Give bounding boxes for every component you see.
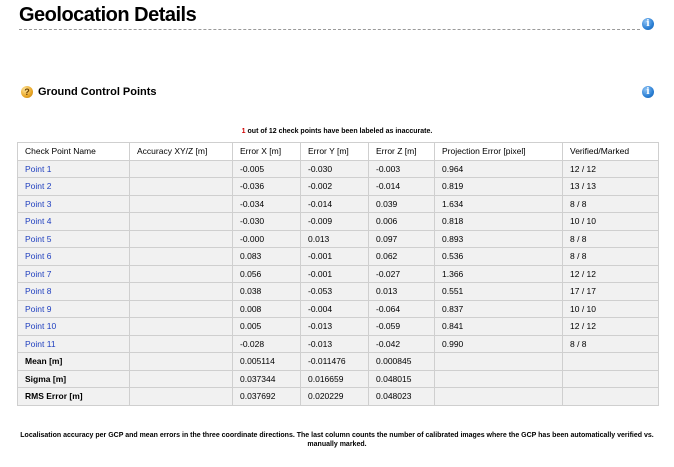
table-cell: -0.013	[301, 318, 369, 336]
stat-cell: 0.016659	[301, 370, 369, 388]
note-text: out of 12 check points have been labeled as inaccurate.	[245, 128, 433, 135]
gcp-table	[17, 142, 659, 406]
stat-label-cell: Mean [m]	[18, 353, 130, 371]
table-cell: 0.008	[233, 300, 301, 318]
table-cell: 8 / 8	[563, 195, 659, 213]
table-cell: 0.841	[435, 318, 563, 336]
table-cell	[130, 283, 233, 301]
stat-cell: 0.048015	[369, 370, 435, 388]
table-cell: 10 / 10	[563, 300, 659, 318]
table-cell: -0.002	[301, 178, 369, 196]
stats-row	[18, 353, 659, 371]
table-cell: 10 / 10	[563, 213, 659, 231]
table-cell	[130, 178, 233, 196]
stat-cell: 0.048023	[369, 388, 435, 406]
table-cell: -0.001	[301, 248, 369, 266]
table-cell: -0.004	[301, 300, 369, 318]
table-cell	[130, 335, 233, 353]
point-name-cell	[18, 230, 130, 248]
point-link[interactable]: Point 4	[25, 216, 52, 227]
table-cell: 8 / 8	[563, 248, 659, 266]
inaccurate-count: 1	[241, 128, 246, 135]
table-cell: 0.038	[233, 283, 301, 301]
table-cell	[130, 195, 233, 213]
table-cell: 13 / 13	[563, 178, 659, 196]
table-header-row	[18, 143, 659, 161]
title-divider	[19, 29, 640, 30]
column-header: Verified/Marked	[563, 143, 659, 161]
table-cell: 1.634	[435, 195, 563, 213]
stat-cell	[563, 388, 659, 406]
table-cell: 12 / 12	[563, 318, 659, 336]
table-cell: 0.893	[435, 230, 563, 248]
table-row	[18, 283, 659, 301]
table-cell: 0.990	[435, 335, 563, 353]
stats-row	[18, 370, 659, 388]
stat-label-cell: Sigma [m]	[18, 370, 130, 388]
table-cell	[130, 300, 233, 318]
table-row	[18, 335, 659, 353]
point-link[interactable]: Point 6	[25, 251, 52, 262]
help-icon: ?	[21, 86, 33, 98]
table-row	[18, 230, 659, 248]
table-cell	[130, 213, 233, 231]
stat-label-cell: RMS Error [m]	[18, 388, 130, 406]
stat-cell	[435, 353, 563, 371]
table-row	[18, 178, 659, 196]
stat-cell	[130, 388, 233, 406]
table-cell: -0.005	[233, 160, 301, 178]
point-name-cell	[18, 335, 130, 353]
point-name-cell	[18, 160, 130, 178]
table-cell: 0.006	[369, 213, 435, 231]
table-cell: -0.034	[233, 195, 301, 213]
stats-row	[18, 388, 659, 406]
point-link[interactable]: Point 10	[25, 321, 57, 332]
column-header: Accuracy XY/Z [m]	[130, 143, 233, 161]
table-cell: -0.013	[301, 335, 369, 353]
info-icon[interactable]: i	[642, 18, 654, 30]
table-cell: 0.837	[435, 300, 563, 318]
table-cell: -0.001	[301, 265, 369, 283]
point-name-cell	[18, 195, 130, 213]
point-link[interactable]: Point 7	[25, 268, 52, 279]
table-cell: 8 / 8	[563, 230, 659, 248]
table-cell: -0.009	[301, 213, 369, 231]
table-row	[18, 265, 659, 283]
stat-cell: 0.037692	[233, 388, 301, 406]
point-name-cell	[18, 300, 130, 318]
inaccurate-points-note	[0, 128, 674, 135]
stat-cell: 0.037344	[233, 370, 301, 388]
table-cell: 0.039	[369, 195, 435, 213]
page-title: Geolocation Details	[19, 4, 197, 26]
table-cell	[130, 318, 233, 336]
column-header: Error Z [m]	[369, 143, 435, 161]
table-cell: -0.030	[301, 160, 369, 178]
table-cell: -0.000	[233, 230, 301, 248]
table-cell: -0.028	[233, 335, 301, 353]
table-cell: 0.062	[369, 248, 435, 266]
table-cell: 0.013	[369, 283, 435, 301]
stat-cell	[435, 388, 563, 406]
section-header	[21, 86, 157, 98]
table-cell: -0.064	[369, 300, 435, 318]
stat-cell	[130, 370, 233, 388]
table-cell: -0.053	[301, 283, 369, 301]
table-cell	[130, 230, 233, 248]
table-cell: 8 / 8	[563, 335, 659, 353]
table-row	[18, 195, 659, 213]
table-cell: 0.056	[233, 265, 301, 283]
table-cell: 17 / 17	[563, 283, 659, 301]
table-cell: -0.003	[369, 160, 435, 178]
table-cell: 0.819	[435, 178, 563, 196]
table-row	[18, 160, 659, 178]
stat-cell: 0.020229	[301, 388, 369, 406]
table-cell: -0.030	[233, 213, 301, 231]
column-header: Check Point Name	[18, 143, 130, 161]
point-link[interactable]: Point 3	[25, 198, 52, 209]
table-cell: 0.536	[435, 248, 563, 266]
table-cell: -0.036	[233, 178, 301, 196]
point-name-cell	[18, 283, 130, 301]
column-header: Error X [m]	[233, 143, 301, 161]
stat-cell: 0.005114	[233, 353, 301, 371]
table-row	[18, 300, 659, 318]
point-name-cell	[18, 318, 130, 336]
point-link[interactable]: Point 2	[25, 181, 52, 192]
stat-cell	[563, 353, 659, 371]
table-cell: 0.551	[435, 283, 563, 301]
point-name-cell	[18, 213, 130, 231]
stat-cell	[563, 370, 659, 388]
table-cell	[130, 265, 233, 283]
point-link[interactable]: Point 5	[25, 233, 52, 244]
point-name-cell	[18, 178, 130, 196]
point-link[interactable]: Point 8	[25, 286, 52, 297]
table-cell: -0.014	[369, 178, 435, 196]
table-cell: 0.013	[301, 230, 369, 248]
table-cell: 0.097	[369, 230, 435, 248]
section-info-icon[interactable]: i	[642, 86, 654, 98]
table-cell	[130, 248, 233, 266]
stat-cell: -0.011476	[301, 353, 369, 371]
table-row	[18, 213, 659, 231]
table-cell: -0.042	[369, 335, 435, 353]
table-row	[18, 248, 659, 266]
table-cell: 0.818	[435, 213, 563, 231]
table-cell: 1.366	[435, 265, 563, 283]
point-name-cell	[18, 248, 130, 266]
table-cell: -0.059	[369, 318, 435, 336]
table-cell: -0.014	[301, 195, 369, 213]
table-cell	[130, 160, 233, 178]
table-cell: 0.005	[233, 318, 301, 336]
point-link[interactable]: Point 11	[25, 338, 56, 349]
stat-cell	[130, 353, 233, 371]
table-cell: 12 / 12	[563, 160, 659, 178]
table-cell: 0.083	[233, 248, 301, 266]
stat-cell: 0.000845	[369, 353, 435, 371]
point-link[interactable]: Point 9	[25, 303, 52, 314]
table-cell: 12 / 12	[563, 265, 659, 283]
table-cell: 0.964	[435, 160, 563, 178]
point-link[interactable]: Point 1	[25, 163, 52, 174]
section-title: Ground Control Points	[38, 86, 157, 98]
table-row	[18, 318, 659, 336]
table-cell: -0.027	[369, 265, 435, 283]
stat-cell	[435, 370, 563, 388]
point-name-cell	[18, 265, 130, 283]
column-header: Projection Error [pixel]	[435, 143, 563, 161]
table-caption: Localisation accuracy per GCP and mean errors in the three coordinate directions. The last column counts the number of calibrated images where the GCP has been automatically verified vs. manually marked.	[20, 432, 654, 448]
column-header: Error Y [m]	[301, 143, 369, 161]
